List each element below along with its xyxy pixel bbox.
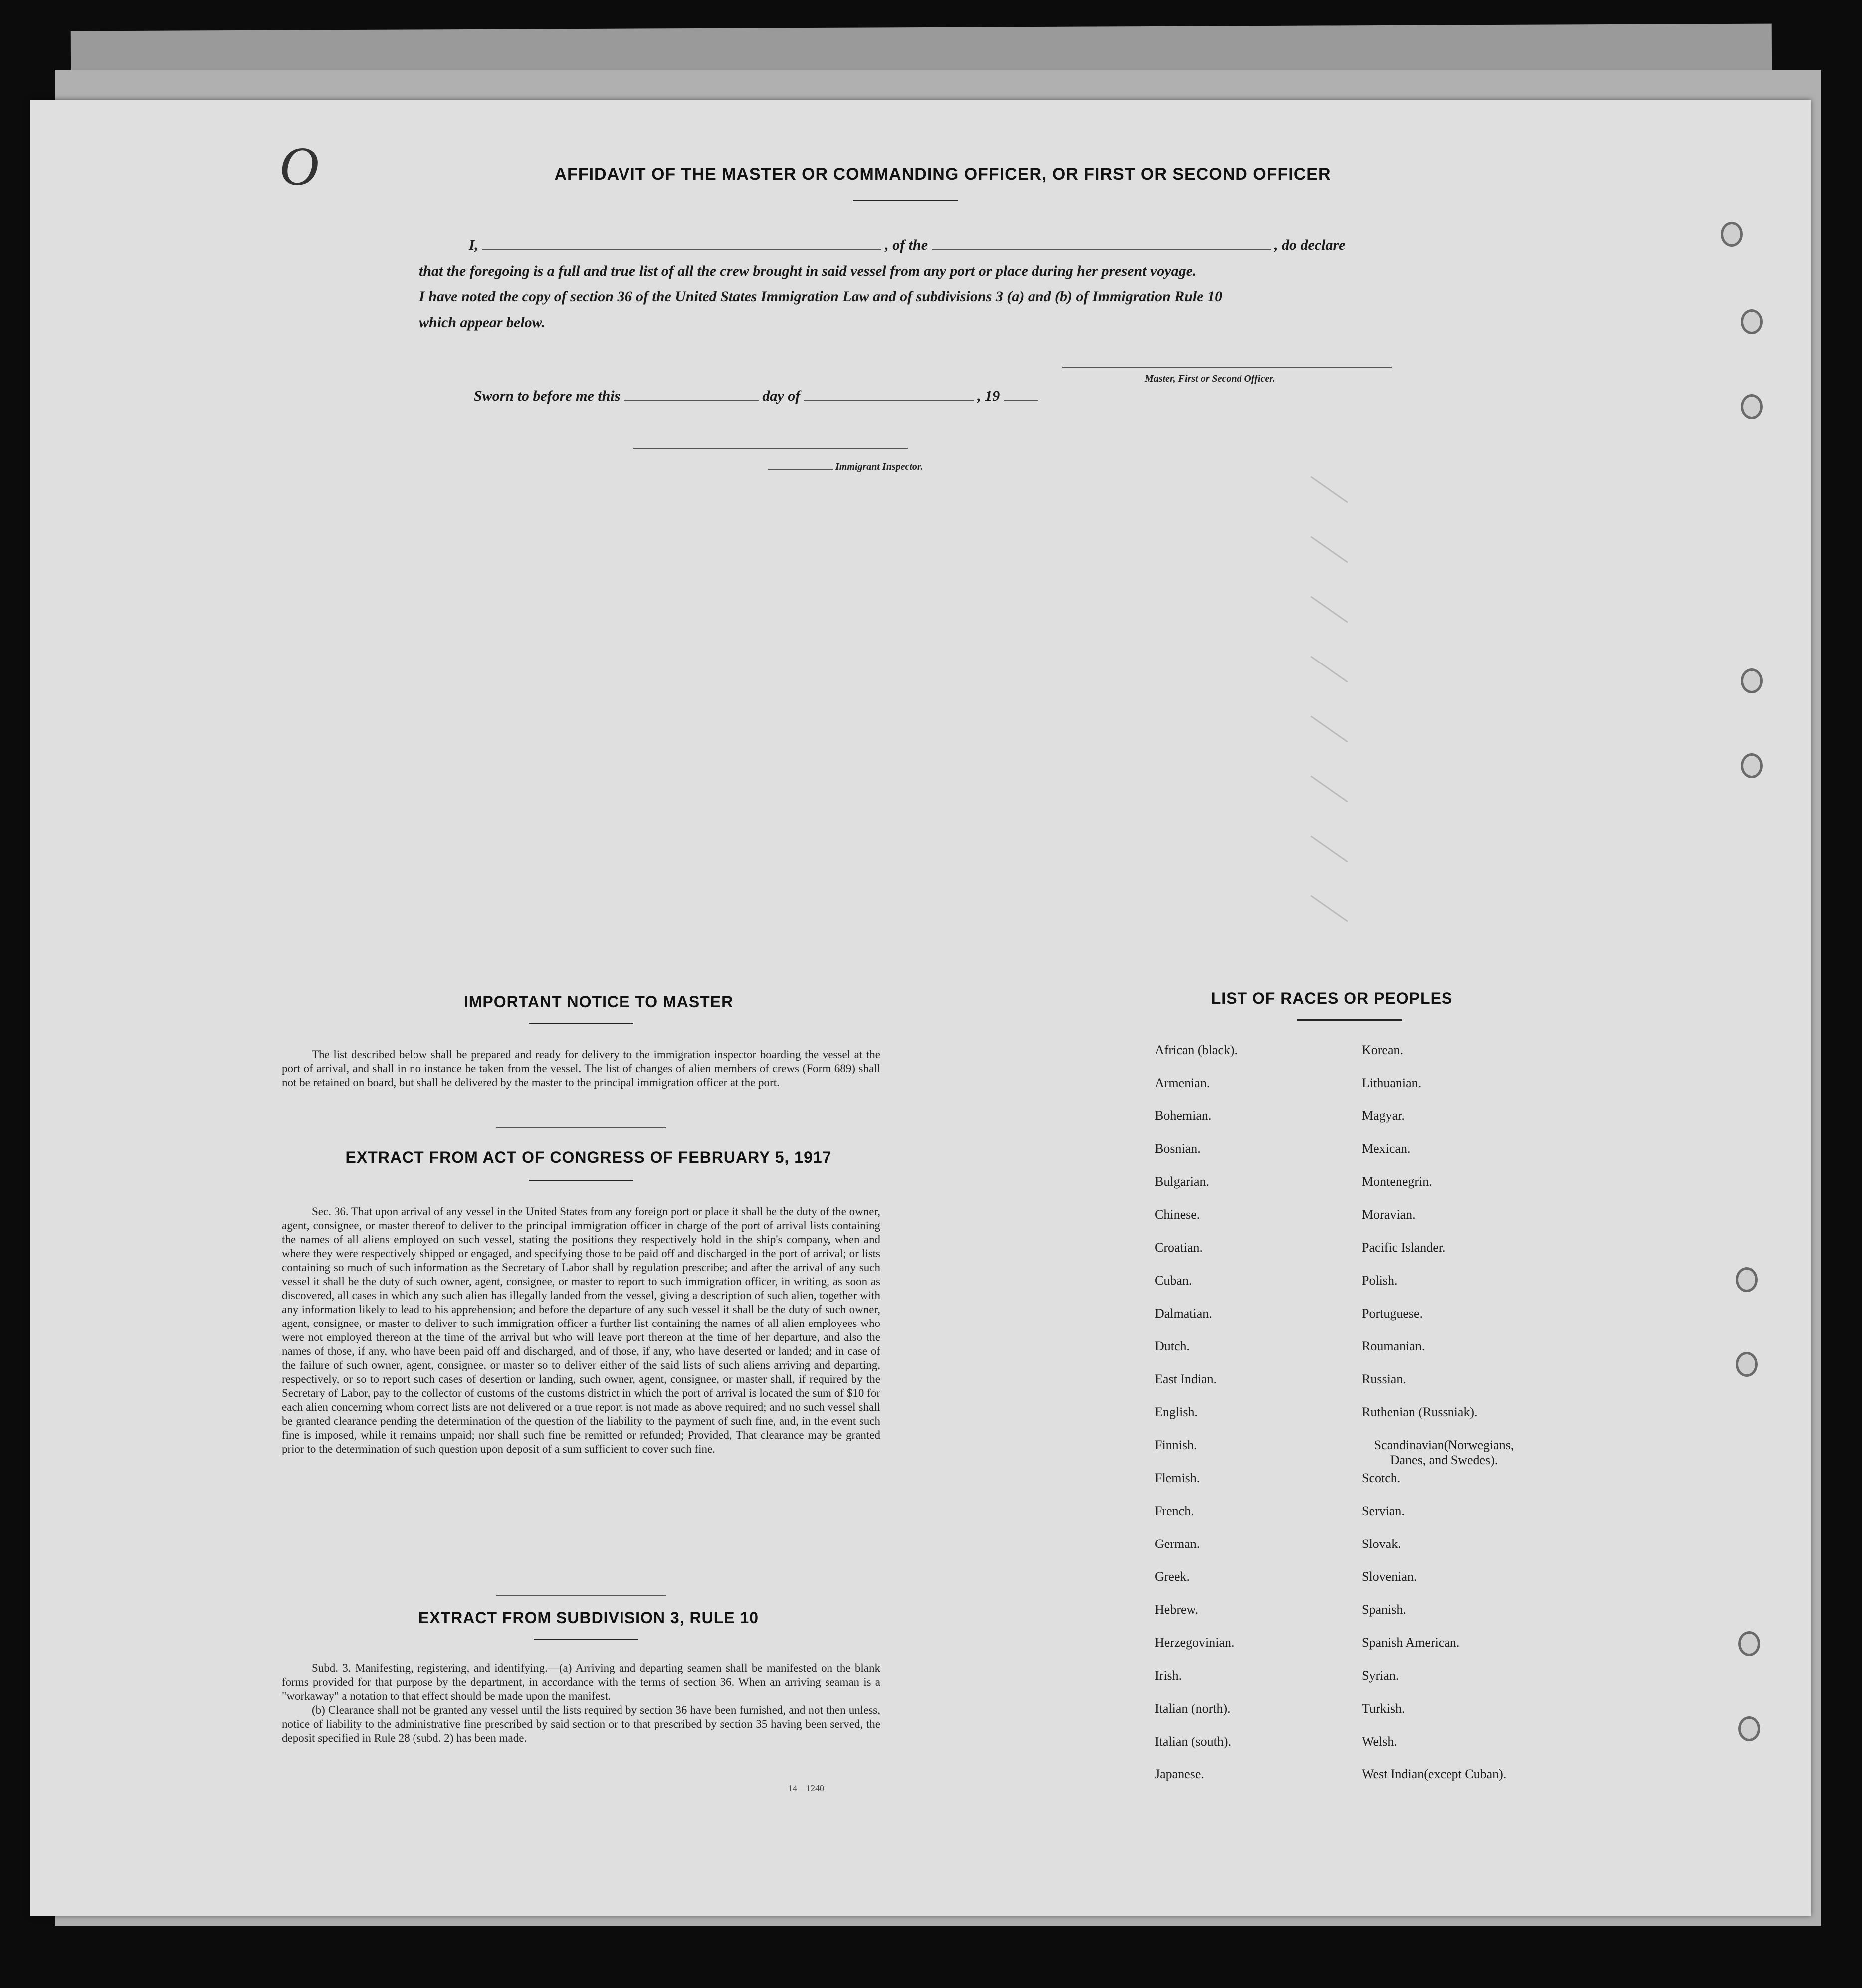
affidavit-page [30,100,1811,1916]
declaration-line-2: that the foregoing is a full and true list of all the crew brought in said vessel from any port or place during her present voyage. [419,263,1197,279]
binder-hole-8 [1738,1631,1760,1656]
binder-hole-2 [1741,309,1763,334]
race-item: Polish. [1362,1273,1398,1288]
race-item: Scotch. [1362,1471,1401,1485]
declaration-line-4: which appear below. [419,314,546,331]
race-item: Spanish American. [1362,1635,1460,1650]
section-36-paragraph: Sec. 36. That upon arrival of any vessel in the United States from any foreign port or place it shall be the duty of the owner, agent, consignee, or master thereof to deliver to the principal immigration officer in charge of the port of arrival lists containing the names of all aliens employed on such vessel, stating the positions they respectively hold in the ship's company, when and where they were respectively shipped or engaged, and specifying those to be paid off and discharged in the port of arrival; or lists containing so much of such information as the Secretary of Labor shall by regulation prescribe; and after the arrival of any such vessel it shall be the duty of such owner, agent, consignee, or master to report to such immigration officer, in writing, as soon as discovered, all cases in which any such alien has illegally landed from the vessel, giving a description of such alien, together with any information likely to lead to his apprehension; and before the departure of any such vessel it shall be the duty of such owner, agent, consignee, or master to deliver to such immigration officer a further list containing the names of all alien employees who were not employed thereon at the time of the arrival but who will leave port thereon at the time of her departure, and also the names of those, if any, who have been paid off and discharged, and of those, if any, who have deserted or landed; and in case of the failure of such owner, agent, consignee, or master so to deliver either of the said lists of such aliens arriving and departing, respectively, or so to report such cases of desertion or landing, such owner, agent, consignee, or master shall, if required by the Secretary of Labor, pay to the collector of customs of the customs district in which the port of arrival is located the sum of $10 for each alien concerning whom correct lists are not delivered or a true report is not made as above required; and no such vessel shall be granted clearance pending the determination of the question of the liability to the payment of such fine, and, in the event such fine is imposed, while it remains unpaid; nor shall such fine be remitted or refunded; Provided, That clearance may be granted prior to the determination of such question upon deposit of a sum sufficient to cover such fine. [282,1205,880,1455]
race-item: Korean. [1362,1043,1404,1057]
race-item: West Indian(except Cuban). [1362,1767,1507,1781]
bleed-mark [1310,835,1348,862]
race-item: Herzegovinian. [1155,1635,1235,1650]
race-item: Dutch. [1155,1339,1190,1353]
races-right-column [1362,1043,1571,1800]
form-number: 14—1240 [788,1783,824,1793]
race-item: Syrian. [1362,1668,1399,1683]
rule-extract-title-rule [534,1639,638,1640]
races-title-rule [1297,1019,1402,1021]
affidavit-title: AFFIDAVIT OF THE MASTER OR COMMANDING OFFICER, OR FIRST OR SECOND OFFICER [554,165,1331,184]
inspector-signature-line [633,448,908,449]
binder-hole-5 [1741,753,1763,778]
sworn-day-field[interactable] [624,388,759,401]
bleed-mark [1310,536,1348,563]
race-item: Pacific Islander. [1362,1240,1446,1255]
declaration-line-1 [469,237,1345,254]
race-item: Hebrew. [1155,1602,1199,1617]
binder-hole-1 [1721,222,1743,247]
race-item: Russian. [1362,1372,1406,1386]
sworn-line [474,388,1038,405]
race-item: Finnish. [1155,1438,1197,1452]
bleed-mark [1310,715,1348,742]
sworn-year-label: , 19 [977,388,1000,404]
notice-paragraph: The list described below shall be prepared and ready for delivery to the immigration inspector boarding the vessel at the port of arrival, and shall in no instance be taken from the vessel. The list of changes of alien members of crews (Form 689) shall not be retained on board, but shall be delivered by the master to the principal immigration officer at the port. [282,1048,880,1089]
race-item: Croatian. [1155,1240,1203,1255]
race-item: Italian (north). [1155,1701,1231,1716]
race-item: Moravian. [1362,1207,1416,1222]
handwritten-mark: O [279,136,319,197]
race-item: Portuguese. [1362,1306,1423,1321]
binder-hole-9 [1738,1716,1760,1741]
notice-text [282,1048,880,1090]
race-item: Slovenian. [1362,1569,1417,1584]
inspector-short-line [768,469,833,470]
race-item: English. [1155,1405,1198,1419]
act-extract-text [282,1205,880,1456]
race-item: Servian. [1362,1504,1405,1518]
act-bottom-rule [496,1595,666,1596]
races-left-column [1155,1043,1344,1800]
race-item: Irish. [1155,1668,1182,1683]
bleed-mark [1310,476,1348,503]
race-item: Bosnian. [1155,1141,1201,1156]
signature-caption: Master, First or Second Officer. [1145,373,1275,384]
race-item: Bulgarian. [1155,1174,1210,1189]
bleed-mark [1310,895,1348,922]
race-item: Slovak. [1362,1537,1401,1551]
binder-hole-3 [1741,394,1763,419]
race-item: Bohemian. [1155,1108,1212,1123]
affidavit-title-rule [853,200,958,201]
declare-suffix: , do declare [1274,237,1346,253]
bleed-mark [1310,775,1348,802]
act-extract-title: EXTRACT FROM ACT OF CONGRESS OF FEBRUARY 5, 1917 [345,1148,832,1166]
race-item: Armenian. [1155,1076,1210,1090]
race-item: Flemish. [1155,1471,1200,1485]
race-item: Roumanian. [1362,1339,1425,1353]
race-item: Magyar. [1362,1108,1405,1123]
rule-extract-text [282,1661,880,1745]
race-item: Ruthenian (Russniak). [1362,1405,1478,1419]
binder-hole-6 [1736,1267,1758,1292]
race-item: Welsh. [1362,1734,1397,1749]
notice-bottom-rule [496,1127,666,1128]
race-item: Greek. [1155,1569,1190,1584]
subdivision-b-paragraph: (b) Clearance shall not be granted any vessel until the lists required by section 36 have been furnished, and not then unless, notice of liability to the administrative fine prescribed by said section or to that prescribed by section 35 having been served, the deposit specified in Rule 28 (subd. 2) has been made. [282,1704,880,1744]
race-item: Japanese. [1155,1767,1204,1781]
vessel-prefix: , of the [885,237,928,253]
sworn-day-label: day of [762,388,801,404]
race-item: Chinese. [1155,1207,1200,1222]
race-item: Scandinavian(Norwegians, Danes, and Swedes). [1374,1438,1514,1467]
bleed-mark [1310,656,1348,682]
sworn-year-field[interactable] [1004,388,1038,401]
race-item: Montenegrin. [1362,1174,1432,1189]
race-item: Dalmatian. [1155,1306,1212,1321]
notice-title: IMPORTANT NOTICE TO MASTER [463,993,734,1011]
race-item: East Indian. [1155,1372,1217,1386]
races-title: LIST OF RACES OR PEOPLES [1211,989,1453,1007]
notice-title-rule [529,1023,633,1024]
race-item: African (black). [1155,1043,1238,1057]
race-item: German. [1155,1537,1200,1551]
race-item: Italian (south). [1155,1734,1232,1749]
vessel-name-field[interactable] [932,237,1271,250]
binder-hole-7 [1736,1352,1758,1377]
race-item: Lithuanian. [1362,1076,1422,1090]
signature-line [1062,367,1392,368]
declaration-line-3: I have noted the copy of section 36 of the United States Immigration Law and of subdivisions 3 (a) and (b) of Immigration Rule 10 [419,288,1223,305]
sworn-prefix: Sworn to before me this [474,388,621,404]
subdivision-a-paragraph: Subd. 3. Manifesting, registering, and identifying.—(a) Arriving and departing seamen shall be manifested on the blank forms provided for that purpose by the department, in accordance with the terms of section 36. When an arriving seaman is a "workaway" a notation to that effect should be made upon the manifest. [282,1662,880,1702]
sworn-month-field[interactable] [804,388,974,401]
race-item: Turkish. [1362,1701,1405,1716]
race-item: Spanish. [1362,1602,1406,1617]
bleed-mark [1310,596,1348,623]
declarant-prefix: I, [469,237,479,253]
declarant-name-field[interactable] [482,237,881,250]
race-item: Cuban. [1155,1273,1192,1288]
binder-hole-4 [1741,668,1763,693]
act-extract-title-rule [529,1180,633,1181]
inspector-caption: Immigrant Inspector. [835,461,923,472]
race-item: Mexican. [1362,1141,1411,1156]
race-item: French. [1155,1504,1194,1518]
rule-extract-title: EXTRACT FROM SUBDIVISION 3, RULE 10 [418,1609,759,1627]
